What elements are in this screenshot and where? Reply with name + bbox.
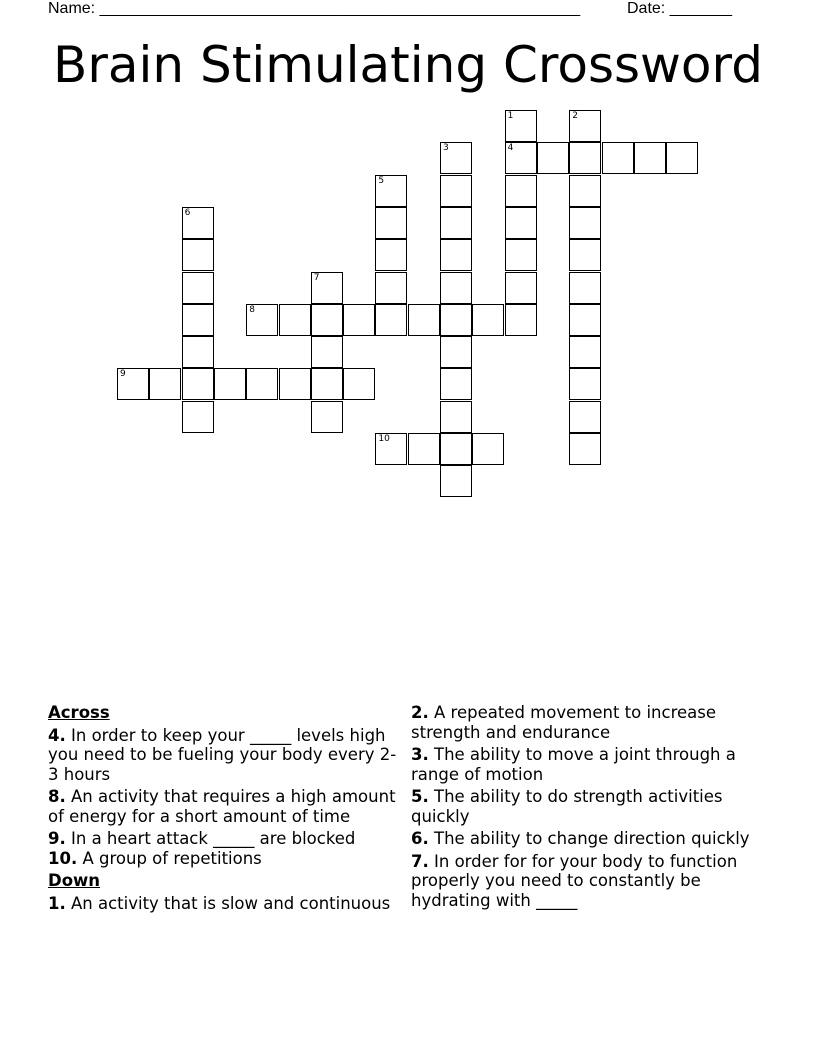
grid-cell <box>440 304 472 336</box>
grid-cell <box>634 142 666 174</box>
grid-cell <box>440 175 472 207</box>
grid-cell <box>375 433 407 465</box>
grid-cell <box>343 368 375 400</box>
cell-number: 8 <box>249 304 255 315</box>
clue-down-3 <box>411 745 761 784</box>
grid-cell <box>569 304 601 336</box>
grid-cell <box>505 272 537 304</box>
clue-text: The ability to do strength activities quickly <box>411 787 723 826</box>
cell-number: 4 <box>507 143 514 154</box>
grid-cell <box>408 433 440 465</box>
grid-cell <box>569 142 601 174</box>
clue-text: The ability to change direction quickly <box>428 829 750 848</box>
grid-cell <box>569 401 601 433</box>
clue-text: A repeated movement to increase strength and endurance <box>411 703 717 742</box>
grid-cell <box>440 336 472 368</box>
clue-number: 3. <box>411 745 429 764</box>
grid-cell <box>569 207 601 239</box>
grid-cell <box>149 368 181 400</box>
grid-cell <box>279 368 311 400</box>
cell-number: 5 <box>378 175 385 186</box>
grid-cell <box>311 368 343 400</box>
grid-cell <box>375 272 407 304</box>
clue-down-6 <box>411 829 761 849</box>
grid-cell <box>602 142 634 174</box>
grid-cell <box>375 239 407 271</box>
grid-cell <box>408 304 440 336</box>
grid-cell <box>182 368 214 400</box>
clue-text: An activity that is slow and continuous <box>65 893 391 913</box>
down-heading: Down <box>48 871 101 890</box>
grid-cell <box>569 110 601 142</box>
grid-cell <box>505 175 537 207</box>
clue-number: 8. <box>48 787 66 806</box>
clue-across-9 <box>48 829 404 849</box>
clue-text: The ability to move a joint through a range of motion <box>411 745 736 784</box>
clue-number: 4. <box>48 725 66 745</box>
grid-cell <box>569 433 601 465</box>
grid-cell <box>472 304 504 336</box>
puzzle-title: Brain Stimulating Crossword <box>53 36 763 94</box>
grid-cell <box>472 433 504 465</box>
grid-cell <box>182 272 214 304</box>
grid-cell <box>537 142 569 174</box>
name-line: Name: ______________________________________________________ <box>48 0 581 17</box>
clue-down-5 <box>411 787 761 826</box>
grid-cell <box>440 207 472 239</box>
grid-cell <box>117 368 149 400</box>
clue-across-4 <box>48 726 404 785</box>
cell-number: 10 <box>378 434 390 444</box>
date-line: Date: _______ <box>627 0 732 17</box>
clue-number: 7. <box>411 851 429 871</box>
clue-text: A group of repetitions <box>77 848 262 868</box>
clue-text: An activity that requires a high amount of energy for a short amount of time <box>48 787 396 826</box>
cell-number: 2 <box>572 111 578 121</box>
grid-cell <box>214 368 246 400</box>
cell-number: 7 <box>313 272 320 283</box>
grid-cell <box>182 207 214 239</box>
grid-cell <box>440 465 472 497</box>
grid-cell <box>375 304 407 336</box>
clue-down-2 <box>411 703 761 742</box>
clue-across-10 <box>48 849 404 869</box>
grid-cell <box>246 304 278 336</box>
cell-number: 3 <box>443 143 449 154</box>
clues-left-column <box>48 703 404 916</box>
clue-number: 9. <box>48 829 66 848</box>
grid-cell <box>311 304 343 336</box>
grid-cell <box>440 272 472 304</box>
clue-number: 1. <box>48 893 66 913</box>
grid-cell <box>505 239 537 271</box>
grid-cell <box>666 142 698 174</box>
across-heading: Across <box>48 703 110 722</box>
clue-down-7 <box>411 852 761 911</box>
grid-cell <box>440 368 472 400</box>
grid-cell <box>569 239 601 271</box>
grid-cell <box>505 142 537 174</box>
grid-cell <box>505 304 537 336</box>
cell-number: 9 <box>120 369 126 380</box>
grid-cell <box>569 272 601 304</box>
grid-cell <box>505 207 537 239</box>
grid-cell <box>246 368 278 400</box>
clue-across-8 <box>48 787 404 826</box>
grid-cell <box>505 110 537 142</box>
clue-number: 6. <box>411 829 429 848</box>
clues-right-column <box>411 703 761 913</box>
grid-cell <box>279 304 311 336</box>
cell-number: 6 <box>184 207 191 218</box>
grid-cell <box>375 175 407 207</box>
grid-cell <box>375 207 407 239</box>
clue-text: In a heart attack _____ are blocked <box>65 829 356 848</box>
clue-text: In order for for your body to function properly you need to constantly be hydrating with _____ <box>411 851 738 910</box>
grid-cell <box>440 433 472 465</box>
grid-cell <box>440 142 472 174</box>
clue-number: 5. <box>411 787 429 806</box>
grid-cell <box>311 272 343 304</box>
clue-down-1 <box>48 894 404 914</box>
grid-cell <box>569 368 601 400</box>
grid-cell <box>311 401 343 433</box>
crossword-grid <box>0 0 816 520</box>
clue-text: In order to keep your _____ levels high you need to be fueling your body every 2-3 hours <box>48 725 397 784</box>
grid-cell <box>182 239 214 271</box>
grid-cell <box>343 304 375 336</box>
grid-cell <box>182 401 214 433</box>
grid-cell <box>440 401 472 433</box>
grid-cell <box>440 239 472 271</box>
cell-number: 1 <box>507 111 514 121</box>
grid-cell <box>569 175 601 207</box>
grid-cell <box>182 336 214 368</box>
clue-number: 2. <box>411 703 429 722</box>
grid-cell <box>182 304 214 336</box>
grid-cell <box>311 336 343 368</box>
clue-number: 10. <box>48 848 78 868</box>
grid-cell <box>569 336 601 368</box>
